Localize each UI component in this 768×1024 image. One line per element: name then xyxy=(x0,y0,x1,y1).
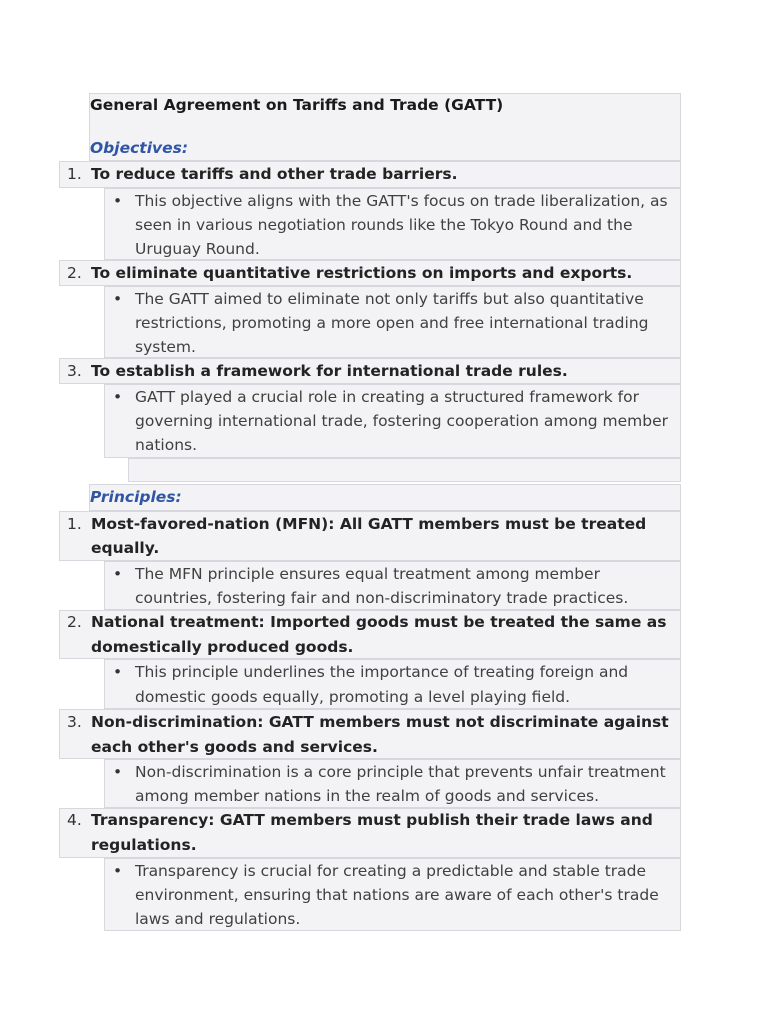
objective-2-title: To eliminate quantitative restrictions on imports and exports. xyxy=(91,264,633,282)
principle-3-title-line-1: Non-discrimination: GATT members must not discriminate against xyxy=(91,713,669,731)
principle-4-detail-line-2: environment, ensuring that nations are aware of each other's trade xyxy=(135,886,659,904)
objective-3-detail-line-3: nations. xyxy=(135,436,198,454)
principle-3-detail-line-1: Non-discrimination is a core principle that prevents unfair treatment xyxy=(135,763,666,781)
empty-cell xyxy=(128,458,681,482)
objective-1-number: 1. xyxy=(67,165,82,183)
principle-2-title-line-2: domestically produced goods. xyxy=(91,638,354,656)
bullet-icon: • xyxy=(113,565,123,583)
principle-2-number: 2. xyxy=(67,613,82,631)
objectives-heading: Objectives: xyxy=(90,139,189,157)
objective-3-number: 3. xyxy=(67,362,82,380)
objective-3-detail-line-2: governing international trade, fostering cooperation among member xyxy=(135,412,669,430)
objective-1-detail-line-3: Uruguay Round. xyxy=(135,240,260,258)
principle-4-number: 4. xyxy=(67,811,82,829)
bullet-icon: • xyxy=(113,388,123,406)
principle-1-detail-line-2: countries, fostering fair and non-discriminatory trade practices. xyxy=(135,589,629,607)
principle-1-detail-line-1: The MFN principle ensures equal treatment among member xyxy=(135,565,600,583)
bullet-icon: • xyxy=(113,663,123,681)
objective-2-number: 2. xyxy=(67,264,82,282)
objective-1-title: To reduce tariffs and other trade barriers. xyxy=(91,165,458,183)
bullet-icon: • xyxy=(113,290,123,308)
principle-4-detail-line-1: Transparency is crucial for creating a predictable and stable trade xyxy=(135,862,647,880)
principles-heading: Principles: xyxy=(90,488,182,506)
objective-2-detail-line-2: restrictions, promoting a more open and free international trading xyxy=(135,314,649,332)
bullet-icon: • xyxy=(113,862,123,880)
principle-1-title-line-1: Most-favored-nation (MFN): All GATT members must be treated xyxy=(91,515,647,533)
objective-1-detail-line-2: seen in various negotiation rounds like the Tokyo Round and the xyxy=(135,216,633,234)
principle-4-title-line-1: Transparency: GATT members must publish their trade laws and xyxy=(91,811,653,829)
principle-1-title-line-2: equally. xyxy=(91,539,160,557)
objective-1-detail-line-1: This objective aligns with the GATT's focus on trade liberalization, as xyxy=(135,192,668,210)
bullet-icon: • xyxy=(113,763,123,781)
principle-4-detail-line-3: laws and regulations. xyxy=(135,910,301,928)
document-title: General Agreement on Tariffs and Trade (GATT) xyxy=(90,96,504,114)
principle-2-detail-line-2: domestic goods equally, promoting a level playing field. xyxy=(135,688,571,706)
principle-3-number: 3. xyxy=(67,713,82,731)
bullet-icon: • xyxy=(113,192,123,210)
objective-3-detail-line-1: GATT played a crucial role in creating a structured framework for xyxy=(135,388,639,406)
principle-1-number: 1. xyxy=(67,515,82,533)
principle-3-title-line-2: each other's goods and services. xyxy=(91,738,378,756)
principle-3-detail-line-2: among member nations in the realm of goods and services. xyxy=(135,787,600,805)
principle-4-title-line-2: regulations. xyxy=(91,836,197,854)
objective-3-title: To establish a framework for international trade rules. xyxy=(91,362,568,380)
objective-2-detail-line-1: The GATT aimed to eliminate not only tariffs but also quantitative xyxy=(135,290,644,308)
objective-2-detail-line-3: system. xyxy=(135,338,196,356)
principle-2-title-line-1: National treatment: Imported goods must be treated the same as xyxy=(91,613,667,631)
principle-2-detail-line-1: This principle underlines the importance of treating foreign and xyxy=(135,663,629,681)
